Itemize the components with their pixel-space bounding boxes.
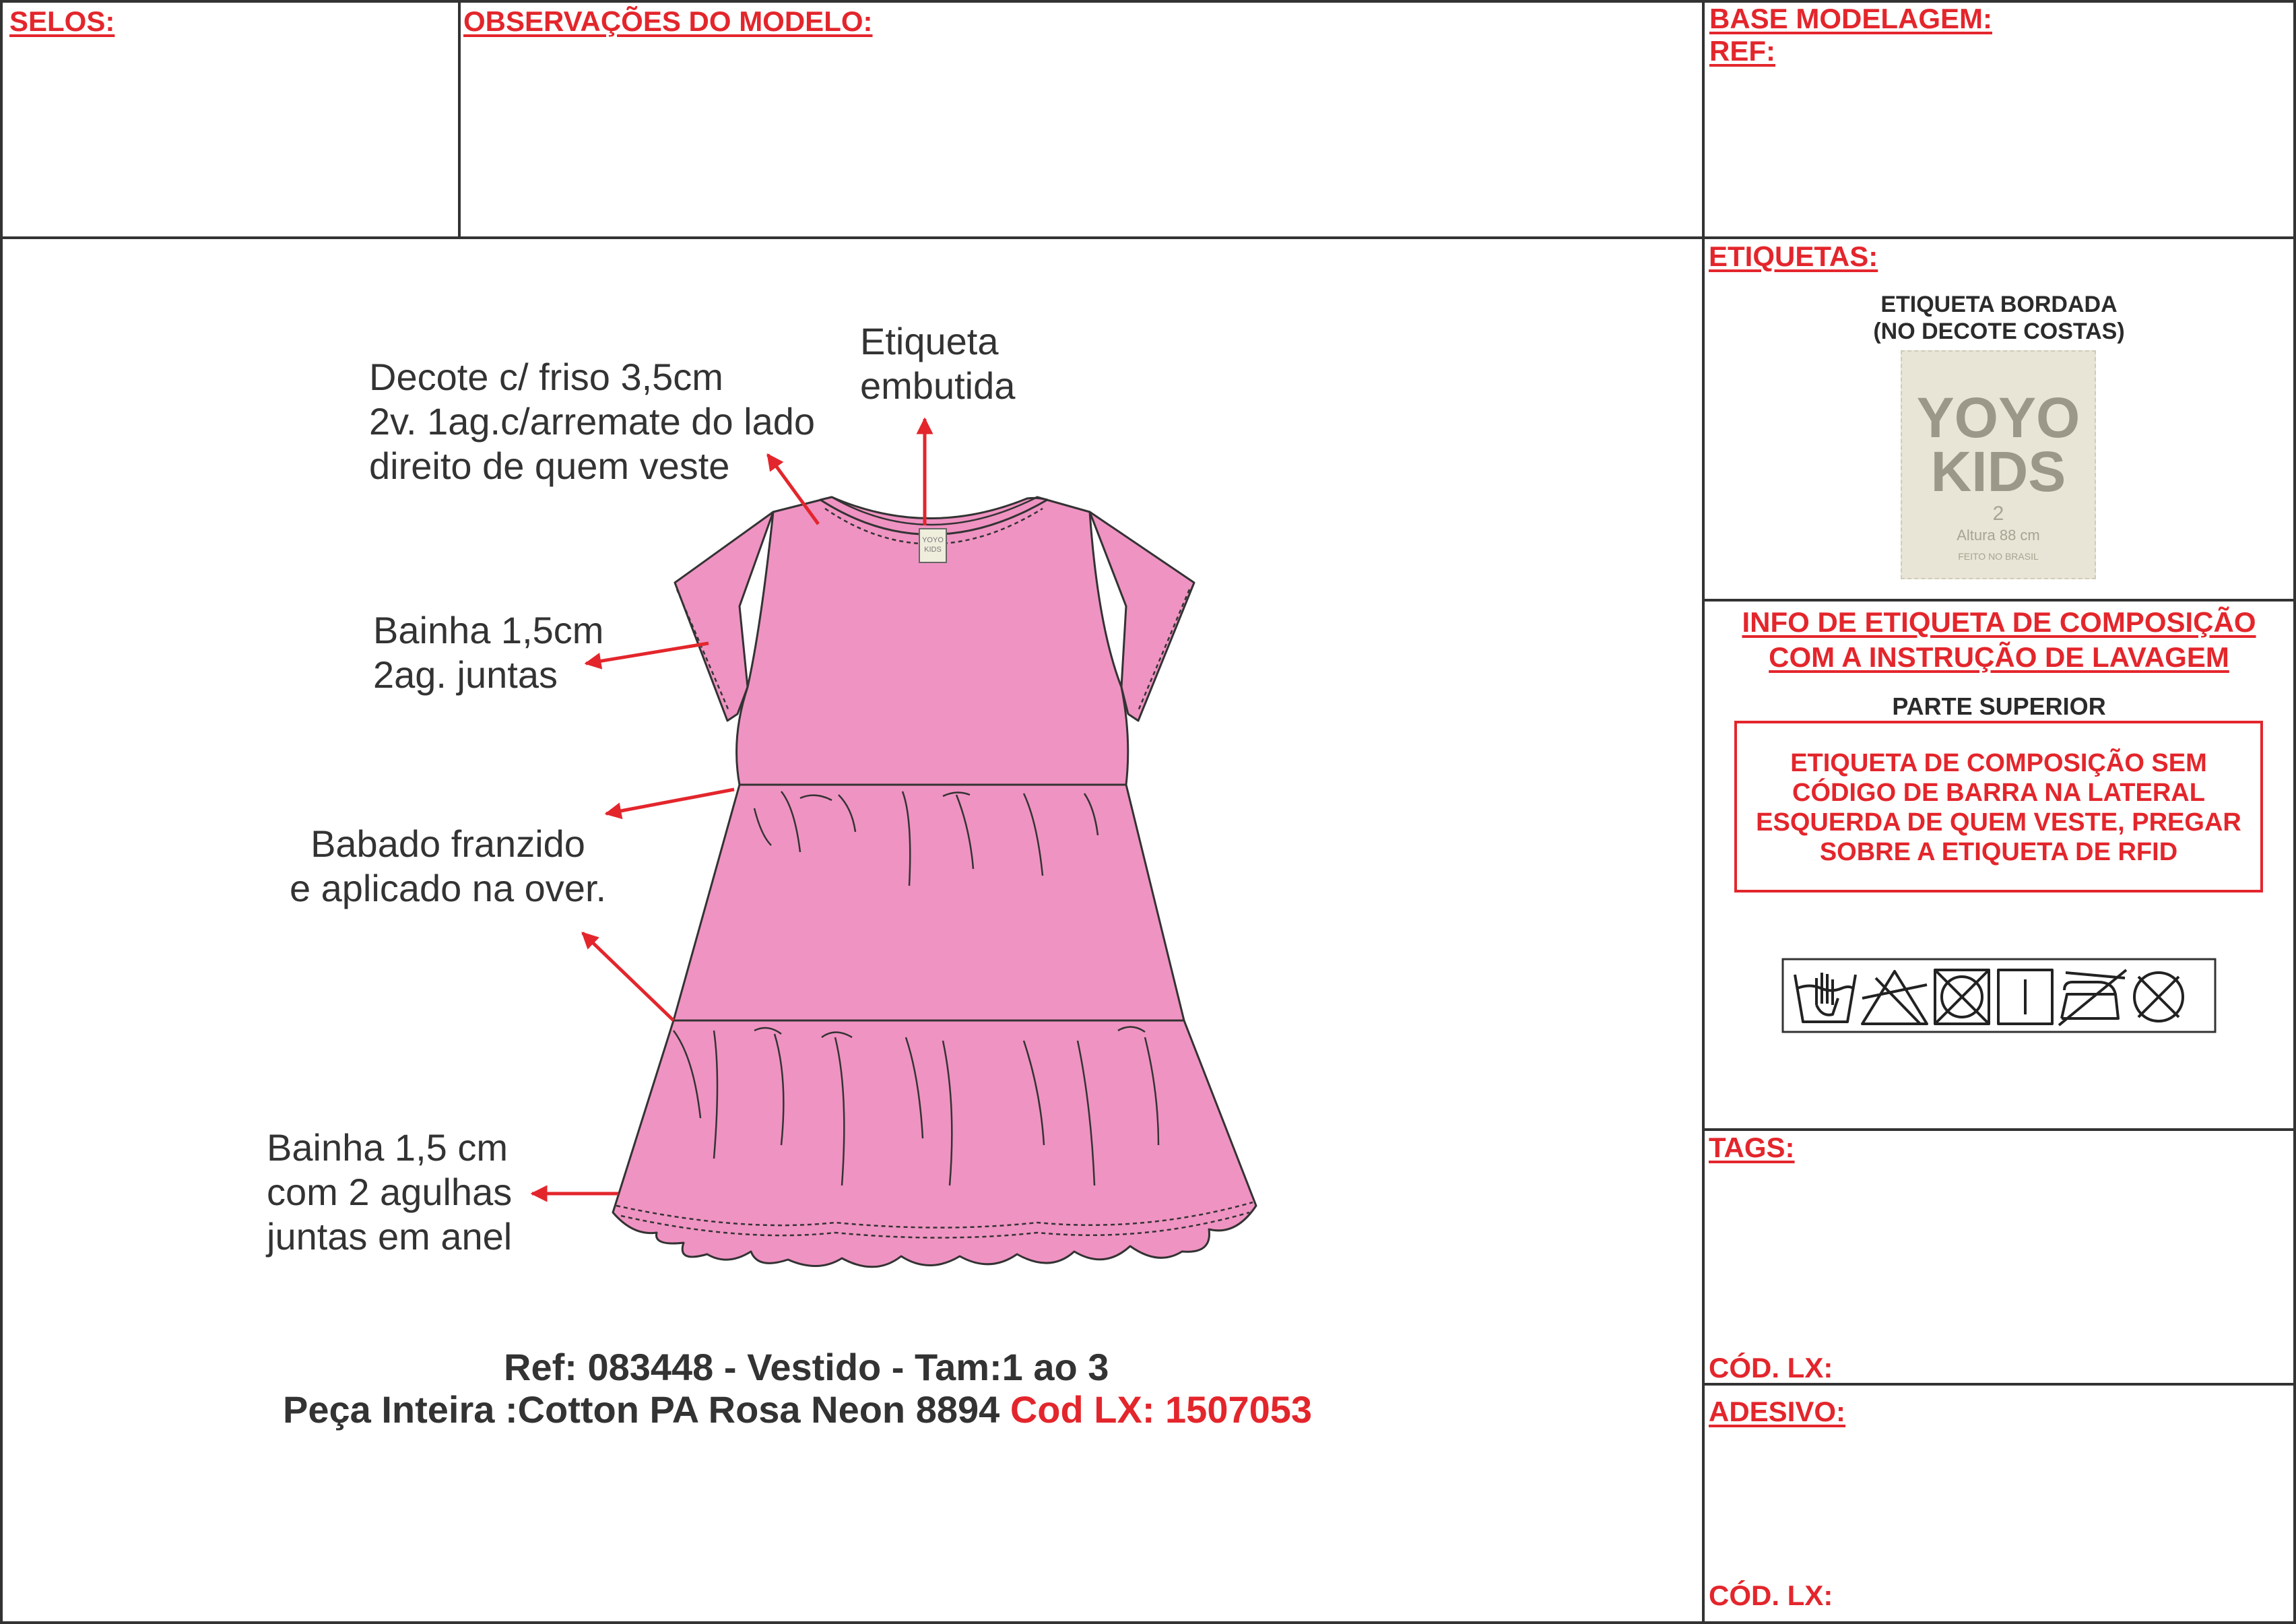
tags-box <box>1702 1128 2296 1386</box>
etiqueta-note: Etiqueta embutida <box>860 320 1016 407</box>
brand-label-size: 2 <box>1992 502 2004 525</box>
observacoes-label: OBSERVAÇÕES DO MODELO: <box>463 5 873 37</box>
selos-label: SELOS: <box>9 5 115 37</box>
base-modelagem-label: BASE MODELAGEM: <box>1709 3 1992 34</box>
garment-label-line1: YOYO <box>922 536 944 544</box>
garment-label-line2: KIDS <box>924 546 942 554</box>
composicao-title: INFO DE ETIQUETA DE COMPOSIÇÃO COM A INSTRUÇÃO DE LAVAGEM <box>1742 606 2256 674</box>
brand-label-made-in: FEITO NO BRASIL <box>1958 551 2039 562</box>
bainha-manga-arrow <box>586 643 709 663</box>
product-cod-lx: Cod LX: 1507053 <box>1010 1388 1313 1431</box>
bainha-manga-note: Bainha 1,5cm 2ag. juntas <box>373 609 604 696</box>
babado-arrow <box>606 789 734 814</box>
middle-tier <box>674 785 1184 1020</box>
product-ref-line: Ref: 083448 - Vestido - Tam:1 ao 3 <box>504 1346 1109 1388</box>
decote-note: Decote c/ friso 3,5cm 2v. 1ag.c/arremate do lado direito de quem veste <box>369 356 816 487</box>
brand-label-line1: YOYO <box>1916 386 2080 449</box>
ref-label: REF: <box>1709 35 1775 67</box>
no-tumble-dry-icon <box>1935 970 1989 1024</box>
adesivo-cod-lx: CÓD. LX: <box>1709 1580 1833 1611</box>
product-fabric-row <box>283 1388 1312 1431</box>
brand-label-image <box>1901 350 2096 579</box>
composicao-instruction-box: ETIQUETA DE COMPOSIÇÃO SEM CÓDIGO DE BARRA NA LATERAL ESQUERDA DE QUEM VESTE, PREGAR SOBRE A ETIQUETA DE RFID <box>1734 721 2263 892</box>
etiquetas-label: ETIQUETAS: <box>1709 240 1878 272</box>
parte-superior-label: PARTE SUPERIOR <box>1892 692 2106 720</box>
etiqueta-bordada-title: ETIQUETA BORDADA (NO DECOTE COSTAS) <box>1873 292 2125 344</box>
tags-cod-lx: CÓD. LX: <box>1709 1352 1833 1384</box>
brand-label-line2: KIDS <box>1930 440 2066 503</box>
babado-note: Babado franzido e aplicado na over. <box>289 822 607 909</box>
base-modelagem-box <box>1702 0 2296 239</box>
product-fabric-line: Peça Inteira :Cotton PA Rosa Neon 8894 <box>283 1388 1000 1431</box>
bottom-tier <box>613 1020 1256 1267</box>
over-arrow <box>583 933 674 1020</box>
care-symbols-strip <box>1781 958 2217 1033</box>
tags-label: TAGS: <box>1709 1132 1795 1163</box>
bainha-barra-note: Bainha 1,5 cm com 2 agulhas juntas em anel <box>267 1126 513 1258</box>
brand-label-height: Altura 88 cm <box>1957 527 2040 544</box>
adesivo-label: ADESIVO: <box>1709 1396 1846 1427</box>
